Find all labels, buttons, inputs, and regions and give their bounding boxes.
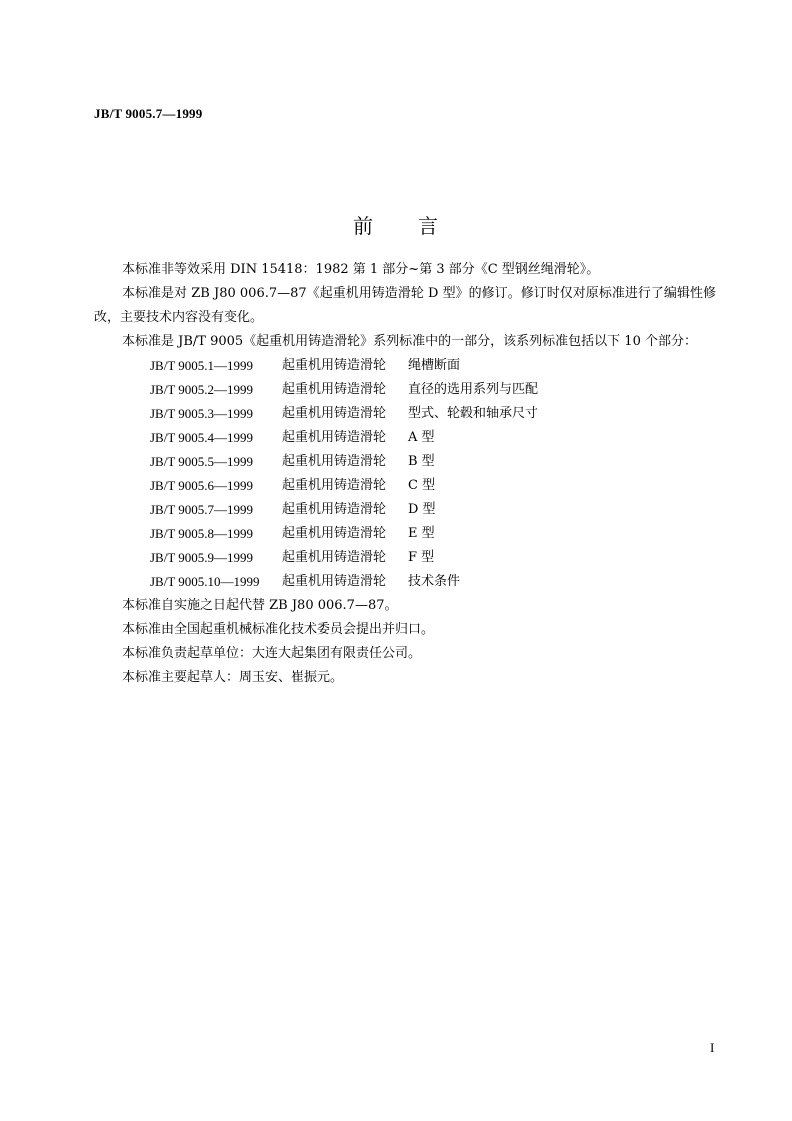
standards-list [94, 354, 716, 594]
list-item [94, 498, 716, 522]
paragraph-drafting-unit: 本标准负责起草单位：大连大起集团有限责任公司。 [122, 646, 422, 661]
paragraph-adoption: 本标准非等效采用 DIN 15418：1982 第 1 部分~第 3 部分《C 型钢丝绳滑轮》。 [122, 262, 600, 277]
standard-code: JB/T 9005.10—1999 [150, 574, 260, 589]
standard-name: 起重机用铸造滑轮 [282, 358, 387, 373]
list-item [94, 570, 716, 594]
list-item [94, 546, 716, 570]
standard-part: A 型 [408, 430, 435, 445]
list-item [94, 354, 716, 378]
standard-name: 起重机用铸造滑轮 [282, 478, 387, 493]
standard-name: 起重机用铸造滑轮 [282, 382, 387, 397]
list-item [94, 426, 716, 450]
title-char-2: 言 [418, 214, 439, 238]
standard-code: JB/T 9005.6—1999 [150, 478, 254, 493]
page-title [0, 210, 792, 239]
paragraph-replacement: 本标准自实施之日起代替 ZB J80 006.7—87。 [122, 598, 398, 613]
standard-code: JB/T 9005.2—1999 [150, 382, 254, 397]
list-item [94, 378, 716, 402]
paragraph-series: 本标准是 JB/T 9005《起重机用铸造滑轮》系列标准中的一部分，该系列标准包括以下 10 个部分： [122, 334, 697, 349]
standard-code: JB/T 9005.8—1999 [150, 526, 254, 541]
standard-code: JB/T 9005.5—1999 [150, 454, 254, 469]
paragraph-proposer: 本标准由全国起重机械标准化技术委员会提出并归口。 [122, 622, 435, 637]
standard-part: 绳槽断面 [408, 358, 461, 373]
standard-code: JB/T 9005.4—1999 [150, 430, 254, 445]
list-item [94, 522, 716, 546]
list-item [94, 474, 716, 498]
standard-code: JB/T 9005.1—1999 [150, 358, 254, 373]
standard-part: 技术条件 [408, 574, 461, 589]
standard-name: 起重机用铸造滑轮 [282, 406, 387, 421]
standard-name: 起重机用铸造滑轮 [282, 550, 387, 565]
document-code: JB/T 9005.7—1999 [94, 106, 203, 121]
standard-part: C 型 [408, 478, 436, 493]
list-item [94, 402, 716, 426]
standard-name: 起重机用铸造滑轮 [282, 430, 387, 445]
page-number: I [710, 1040, 715, 1055]
standard-name: 起重机用铸造滑轮 [282, 502, 387, 517]
standard-part: 型式、轮毂和轴承尺寸 [408, 406, 539, 421]
title-char-1: 前 [353, 214, 374, 238]
standard-part: F 型 [408, 550, 435, 565]
standard-name: 起重机用铸造滑轮 [282, 574, 387, 589]
standard-part: E 型 [408, 526, 435, 541]
standard-name: 起重机用铸造滑轮 [282, 454, 387, 469]
standard-code: JB/T 9005.7—1999 [150, 502, 254, 517]
foreword-body [94, 258, 716, 690]
paragraph-drafters: 本标准主要起草人：周玉安、崔振元。 [122, 670, 344, 685]
standard-part: B 型 [408, 454, 435, 469]
standard-name: 起重机用铸造滑轮 [282, 526, 387, 541]
standard-code: JB/T 9005.9—1999 [150, 550, 254, 565]
standard-code: JB/T 9005.3—1999 [150, 406, 254, 421]
standard-part: 直径的选用系列与匹配 [408, 382, 539, 397]
list-item [94, 450, 716, 474]
paragraph-revision: 本标准是对 ZB J80 006.7—87《起重机用铸造滑轮 D 型》的修订。修订时仅对原标准进行了编辑性修改，主要技术内容没有变化。 [94, 286, 716, 325]
standard-part: D 型 [408, 502, 436, 517]
